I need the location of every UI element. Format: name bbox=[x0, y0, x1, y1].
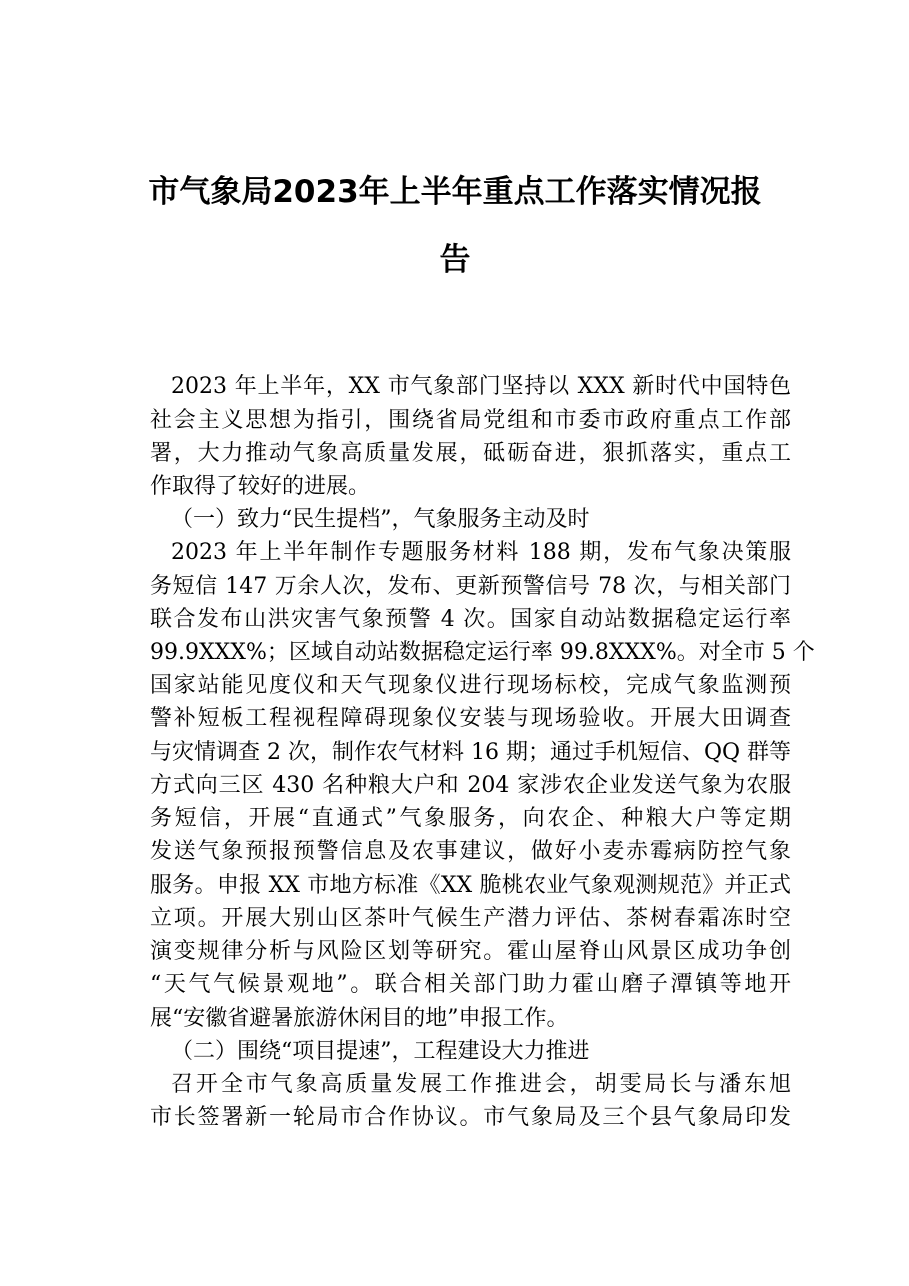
paragraph-line: 2023 年上半年，XX 市气象部门坚持以 XXX 新时代中国特色 bbox=[171, 374, 791, 399]
paragraph-line: 社会主义思想为指引，围绕省局党组和市委市政府重点工作部 bbox=[150, 408, 791, 433]
paragraph-line: 发送气象预报预警信息及农事建议，做好小麦赤霉病防控气象 bbox=[150, 839, 791, 864]
paragraph-line: “天气气候景观地”。联合相关部门助力霍山磨子潭镇等地开 bbox=[150, 972, 791, 997]
paragraph-line: 99.9XXX%；区域自动站数据稳定运行率 99.8XXX%。对全市 5 个 bbox=[150, 640, 815, 665]
document-title-line-1: 市气象局2023年上半年重点工作落实情况报 bbox=[148, 174, 762, 210]
paragraph-line: 署，大力推动气象高质量发展，砥砺奋进，狠抓落实，重点工 bbox=[150, 441, 791, 466]
paragraph-line: 警补短板工程视程障碍现象仪安装与现场验收。开展大田调查 bbox=[150, 706, 791, 731]
paragraph-line: 服务。申报 XX 市地方标准《XX 脆桃农业气象观测规范》并正式 bbox=[150, 873, 791, 898]
paragraph-line: 展“安徽省避暑旅游休闲目的地”申报工作。 bbox=[150, 1006, 569, 1031]
paragraph-line: 联合发布山洪灾害气象预警 4 次。国家自动站数据稳定运行率 bbox=[150, 607, 791, 632]
paragraph-line: 市长签署新一轮局市合作协议。市气象局及三个县气象局印发 bbox=[150, 1105, 791, 1130]
section-heading-1: （一）致力“民生提档”，气象服务主动及时 bbox=[171, 507, 590, 532]
paragraph-line: 方式向三区 430 名种粮大户和 204 家涉农企业发送气象为农服 bbox=[150, 773, 791, 798]
paragraph-line: 作取得了较好的进展。 bbox=[150, 474, 371, 499]
paragraph-line: 务短信 147 万余人次，发布、更新预警信号 78 次，与相关部门 bbox=[150, 574, 791, 599]
section-heading-2: （二）围绕“项目提速”，工程建设大力推进 bbox=[171, 1039, 590, 1064]
paragraph-line: 召开全市气象高质量发展工作推进会，胡雯局长与潘东旭 bbox=[171, 1072, 791, 1097]
paragraph-line: 2023 年上半年制作专题服务材料 188 期，发布气象决策服 bbox=[171, 540, 791, 565]
paragraph-line: 立项。开展大别山区茶叶气候生产潜力评估、茶树春霜冻时空 bbox=[150, 906, 791, 931]
document-title-line-2: 告 bbox=[439, 242, 471, 278]
paragraph-line: 务短信，开展“直通式”气象服务，向农企、种粮大户等定期 bbox=[150, 806, 791, 831]
paragraph-line: 国家站能见度仪和天气现象仪进行现场标校，完成气象监测预 bbox=[150, 673, 791, 698]
paragraph-line: 与灾情调查 2 次，制作农气材料 16 期；通过手机短信、QQ 群等 bbox=[150, 740, 792, 765]
paragraph-line: 演变规律分析与风险区划等研究。霍山屋脊山风景区成功争创 bbox=[150, 939, 791, 964]
